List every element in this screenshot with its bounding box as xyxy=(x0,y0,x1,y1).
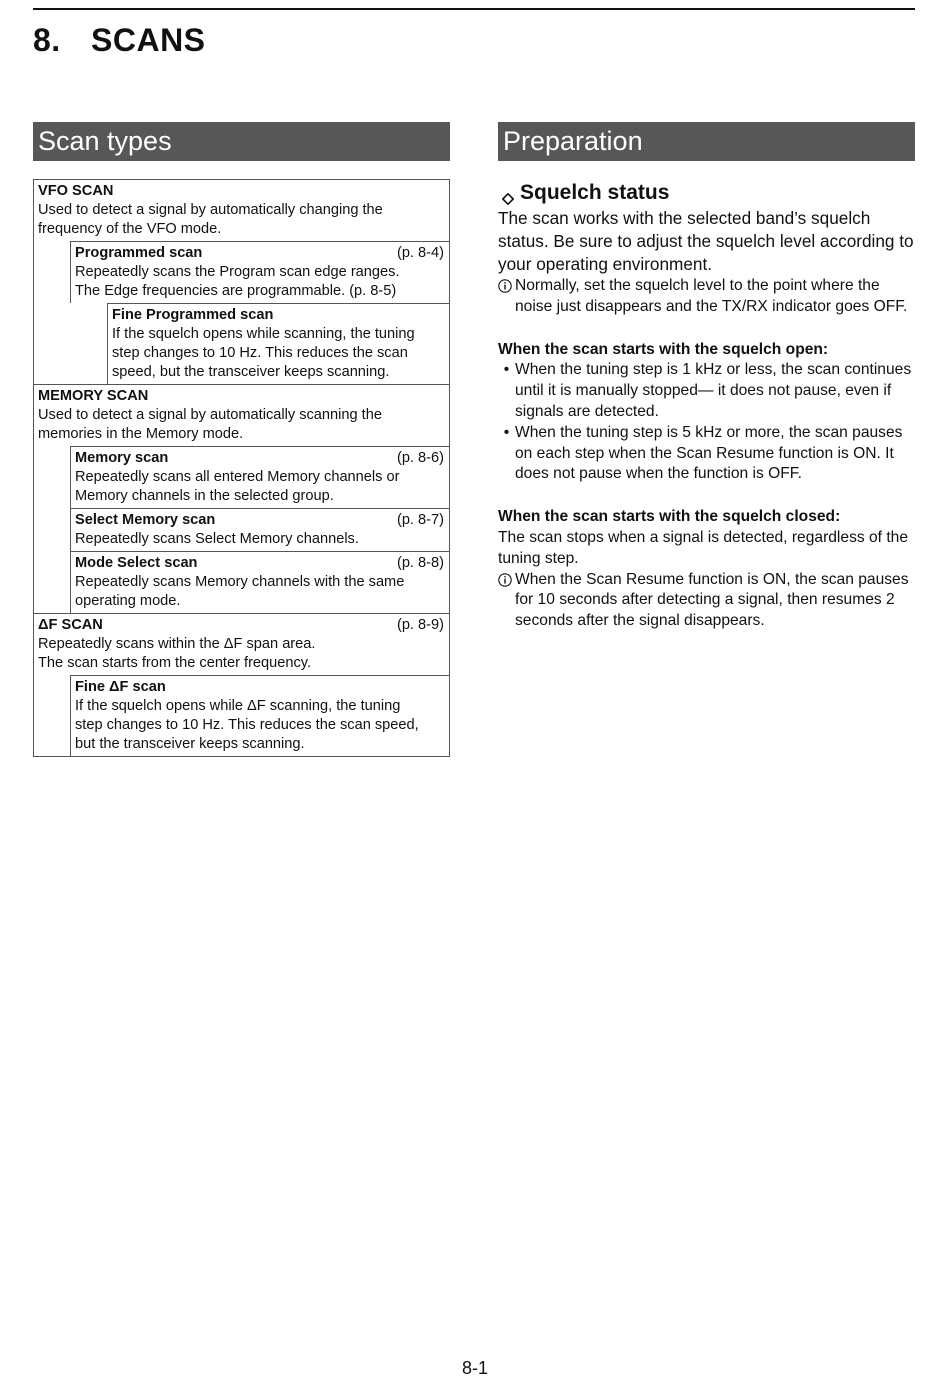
page-number: 8-1 xyxy=(461,1358,488,1378)
bullet-dot-icon: • xyxy=(503,423,510,441)
note-squelch-level xyxy=(498,276,915,318)
node-desc: Repeatedly scans Memory channels with the same operating mode. xyxy=(75,574,405,609)
node-title: Fine Programmed scan xyxy=(112,307,274,323)
node-title: Fine ΔF scan xyxy=(75,679,166,695)
chapter-number: 8. xyxy=(33,22,61,58)
squelch-closed-text: The scan stops when a signal is detected, regardless of the tuning step. xyxy=(498,528,909,567)
diamond-icon xyxy=(502,187,514,199)
node-delta-f-scan xyxy=(34,613,449,675)
node-fine-programmed-scan xyxy=(107,303,449,384)
node-title: ΔF SCAN xyxy=(38,617,103,633)
chapter-title xyxy=(33,22,206,59)
node-ref: (p. 8-6) xyxy=(396,450,444,466)
scan-types-section xyxy=(33,122,450,757)
squelch-lead-text: The scan works with the selected band’s squelch status. Be sure to adjust the squelch level according to your operating environment. xyxy=(498,208,914,274)
node-title: Memory scan xyxy=(75,450,169,466)
squelch-open-heading: When the scan starts with the squelch open: xyxy=(498,340,829,358)
node-desc: Used to detect a signal by automatically changing the frequency of the VFO mode. xyxy=(38,202,383,237)
node-vfo-scan xyxy=(34,180,449,241)
node-ref: (p. 8-7) xyxy=(396,512,444,528)
note-text: When the Scan Resume function is ON, the scan pauses for 10 seconds after detecting a signal, then resumes 2 seconds after the signal disappears. xyxy=(515,570,909,630)
scan-types-banner: Scan types xyxy=(33,122,450,161)
scan-types-tree xyxy=(33,179,450,757)
bullet-text: When the tuning step is 1 kHz or less, the scan continues until it is manually stopped— it does not pause, even if signals are detected. xyxy=(515,361,912,420)
bullet-item xyxy=(498,360,915,422)
preparation-banner: Preparation xyxy=(498,122,915,161)
node-memory-scan xyxy=(70,446,449,508)
node-title: MEMORY SCAN xyxy=(38,388,149,404)
bullet-item xyxy=(498,423,915,485)
node-ref: (p. 8-4) xyxy=(396,245,444,261)
info-icon xyxy=(498,279,512,293)
bullet-dot-icon: • xyxy=(503,361,510,379)
node-title: Programmed scan xyxy=(75,245,203,261)
node-title: Mode Select scan xyxy=(75,555,198,571)
chapter-name: SCANS xyxy=(91,22,206,58)
node-select-memory-scan xyxy=(70,508,449,551)
node-desc: Repeatedly scans the Program scan edge ranges. The Edge frequencies are programmable. (p. 8-5) xyxy=(75,264,400,299)
squelch-status-title: Squelch status xyxy=(520,181,670,204)
node-fine-delta-f-scan xyxy=(70,675,449,756)
info-icon xyxy=(498,573,512,587)
node-desc: If the squelch opens while scanning, the tuning step changes to 10 Hz. This reduces the scan speed, but the transceiver keeps scanning. xyxy=(112,326,415,380)
bullet-text: When the tuning step is 5 kHz or more, the scan pauses on each step when the Scan Resume function is ON. It does not pause when the function is OFF. xyxy=(515,423,903,483)
node-desc: Repeatedly scans within the ΔF span area. The scan starts from the center frequency. xyxy=(38,636,316,671)
node-desc: Repeatedly scans all entered Memory channels or Memory channels in the selected group. xyxy=(75,469,400,504)
squelch-status-heading xyxy=(498,181,915,205)
preparation-section xyxy=(498,122,915,632)
node-desc: Repeatedly scans Select Memory channels. xyxy=(75,531,359,547)
squelch-closed-heading: When the scan starts with the squelch closed: xyxy=(498,508,841,526)
note-text: Normally, set the squelch level to the point where the noise just disappears and the TX/RX indicator goes OFF. xyxy=(515,277,908,315)
node-ref: (p. 8-8) xyxy=(396,555,444,571)
note-scan-resume xyxy=(498,570,915,632)
top-rule xyxy=(33,8,915,10)
node-title: VFO SCAN xyxy=(38,183,114,199)
node-desc: Used to detect a signal by automatically scanning the memories in the Memory mode. xyxy=(38,407,382,442)
node-programmed-scan xyxy=(70,241,449,303)
node-ref: (p. 8-9) xyxy=(396,617,444,633)
node-memory-scan-group xyxy=(34,384,449,446)
node-title: Select Memory scan xyxy=(75,512,216,528)
node-desc: If the squelch opens while ΔF scanning, the tuning step changes to 10 Hz. This reduces the scan speed, but the transceiver keeps scanning. xyxy=(75,698,419,752)
node-mode-select-scan xyxy=(70,551,449,613)
